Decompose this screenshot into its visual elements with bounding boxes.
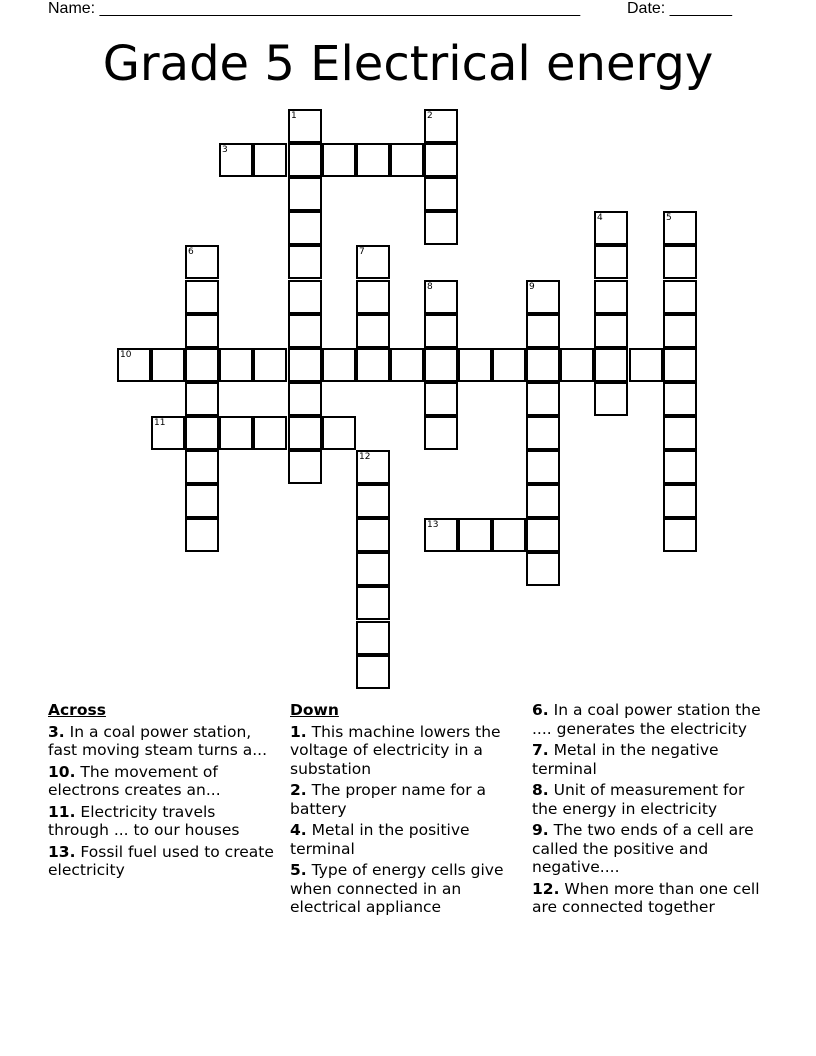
grid-cell[interactable]: [322, 143, 356, 177]
grid-cell[interactable]: [288, 280, 322, 314]
clue-number-label: 12: [359, 452, 371, 462]
grid-cell[interactable]: [185, 280, 219, 314]
clues-column-2: [290, 701, 528, 920]
name-field-label: Name: ______________________________________________________: [48, 0, 581, 17]
grid-cell[interactable]: [526, 552, 560, 586]
clue-number: 4.: [290, 821, 307, 839]
grid-cell[interactable]: [663, 348, 697, 382]
grid-cell[interactable]: [219, 348, 253, 382]
clue-down-12: [532, 880, 772, 917]
clue-text: In a coal power station, fast moving steam turns a...: [48, 722, 268, 759]
clue-across-3: [48, 723, 280, 760]
grid-cell[interactable]: [663, 211, 697, 245]
grid-cell[interactable]: [185, 518, 219, 552]
grid-cell[interactable]: [594, 245, 628, 279]
clue-number-label: 2: [427, 111, 433, 121]
grid-cell[interactable]: [288, 211, 322, 245]
down-heading: Down: [290, 701, 339, 719]
clue-text: The proper name for a battery: [290, 781, 487, 818]
clues-column-3: [532, 701, 772, 920]
grid-cell[interactable]: [663, 518, 697, 552]
clue-text: Type of energy cells give when connected in an electrical appliance: [290, 861, 504, 916]
clue-text: Electricity travels through ... to our houses: [48, 802, 240, 839]
grid-cell[interactable]: [492, 348, 526, 382]
grid-cell[interactable]: [185, 245, 219, 279]
grid-cell[interactable]: [356, 621, 390, 655]
grid-cell[interactable]: [356, 552, 390, 586]
grid-cell[interactable]: [356, 143, 390, 177]
clue-text: Metal in the negative terminal: [532, 741, 719, 778]
page-title: Grade 5 Electrical energy: [102, 36, 714, 92]
clue-text: The two ends of a cell are called the positive and negative....: [532, 821, 754, 876]
grid-cell[interactable]: [424, 211, 458, 245]
clue-number-label: 3: [222, 145, 228, 155]
grid-cell[interactable]: [288, 109, 322, 143]
grid-cell[interactable]: [458, 348, 492, 382]
clue-across-11: [48, 803, 280, 840]
grid-cell[interactable]: [288, 382, 322, 416]
clue-number-label: 1: [291, 111, 297, 121]
grid-cell[interactable]: [526, 382, 560, 416]
grid-cell[interactable]: [663, 314, 697, 348]
clue-number-label: 8: [427, 282, 433, 292]
grid-cell[interactable]: [185, 450, 219, 484]
clue-number: 11.: [48, 802, 76, 821]
clue-number: 2.: [290, 781, 307, 799]
clue-text: When more than one cell are connected together: [532, 879, 760, 916]
grid-cell[interactable]: [288, 450, 322, 484]
grid-cell[interactable]: [288, 177, 322, 211]
clue-number: 7.: [532, 741, 549, 759]
grid-cell[interactable]: [356, 450, 390, 484]
grid-cell[interactable]: [288, 245, 322, 279]
clue-number-label: 6: [188, 247, 194, 257]
grid-cell[interactable]: [492, 518, 526, 552]
clue-text: Fossil fuel used to create electricity: [48, 842, 274, 879]
grid-cell[interactable]: [288, 416, 322, 450]
grid-cell[interactable]: [356, 348, 390, 382]
clue-number-label: 5: [666, 213, 672, 223]
clue-across-13: [48, 843, 280, 880]
grid-cell[interactable]: [253, 348, 287, 382]
grid-cell[interactable]: [185, 484, 219, 518]
clue-down-4: [290, 821, 528, 858]
clue-text: In a coal power station the .... generates the electricity: [532, 701, 761, 738]
clue-number: 10.: [48, 762, 76, 781]
clue-number: 12.: [532, 879, 560, 898]
grid-cell[interactable]: [424, 314, 458, 348]
clue-down-6: [532, 701, 772, 738]
grid-cell[interactable]: [288, 143, 322, 177]
grid-cell[interactable]: [594, 211, 628, 245]
grid-cell[interactable]: [526, 484, 560, 518]
grid-cell[interactable]: [526, 348, 560, 382]
grid-cell[interactable]: [424, 518, 458, 552]
grid-cell[interactable]: [526, 518, 560, 552]
clue-number-label: 10: [120, 350, 132, 360]
grid-cell[interactable]: [594, 314, 628, 348]
clue-number: 8.: [532, 781, 549, 799]
grid-cell[interactable]: [458, 518, 492, 552]
grid-cell[interactable]: [390, 143, 424, 177]
grid-cell[interactable]: [424, 177, 458, 211]
clue-down-7: [532, 741, 772, 778]
grid-cell[interactable]: [663, 416, 697, 450]
grid-cell[interactable]: [151, 416, 185, 450]
clue-number: 1.: [290, 722, 307, 741]
grid-cell[interactable]: [117, 348, 151, 382]
grid-cell[interactable]: [356, 655, 390, 689]
grid-cell[interactable]: [356, 484, 390, 518]
grid-cell[interactable]: [424, 143, 458, 177]
grid-cell[interactable]: [663, 280, 697, 314]
grid-cell[interactable]: [424, 382, 458, 416]
grid-cell[interactable]: [526, 450, 560, 484]
clue-number: 5.: [290, 861, 307, 879]
clue-number: 13.: [48, 842, 76, 861]
clue-text: Unit of measurement for the energy in electricity: [532, 781, 745, 818]
date-field-label: Date: _______: [627, 0, 732, 17]
grid-cell[interactable]: [219, 143, 253, 177]
grid-cell[interactable]: [594, 280, 628, 314]
clue-number-label: 7: [359, 247, 365, 257]
clue-down-1: [290, 723, 528, 779]
clue-text: The movement of electrons creates an...: [48, 762, 221, 799]
clue-down-5: [290, 861, 528, 917]
grid-cell[interactable]: [390, 348, 424, 382]
grid-cell[interactable]: [185, 382, 219, 416]
clue-number: 9.: [532, 821, 549, 839]
clue-number: 6.: [532, 701, 549, 719]
grid-cell[interactable]: [185, 416, 219, 450]
clue-number: 3.: [48, 722, 65, 741]
clue-number-label: 9: [529, 282, 535, 292]
grid-cell[interactable]: [663, 245, 697, 279]
grid-cell[interactable]: [594, 348, 628, 382]
grid-cell[interactable]: [663, 382, 697, 416]
clue-across-10: [48, 763, 280, 800]
clue-text: Metal in the positive terminal: [290, 821, 470, 858]
clues-column-1: [48, 701, 280, 883]
grid-cell[interactable]: [424, 109, 458, 143]
grid-cell[interactable]: [560, 348, 594, 382]
grid-cell[interactable]: [151, 348, 185, 382]
grid-cell[interactable]: [629, 348, 663, 382]
grid-cell[interactable]: [594, 382, 628, 416]
grid-cell[interactable]: [356, 586, 390, 620]
clue-number-label: 4: [597, 213, 603, 223]
grid-cell[interactable]: [526, 314, 560, 348]
grid-cell[interactable]: [219, 416, 253, 450]
grid-cell[interactable]: [322, 348, 356, 382]
clue-text: This machine lowers the voltage of electricity in a substation: [290, 722, 501, 778]
clue-number-label: 11: [154, 418, 166, 428]
grid-cell[interactable]: [185, 314, 219, 348]
grid-cell[interactable]: [322, 416, 356, 450]
grid-cell[interactable]: [288, 314, 322, 348]
clue-down-9: [532, 821, 772, 877]
grid-cell[interactable]: [526, 416, 560, 450]
grid-cell[interactable]: [185, 348, 219, 382]
grid-cell[interactable]: [424, 416, 458, 450]
grid-cell[interactable]: [356, 245, 390, 279]
grid-cell[interactable]: [253, 143, 287, 177]
grid-cell[interactable]: [253, 416, 287, 450]
grid-cell[interactable]: [356, 518, 390, 552]
grid-cell[interactable]: [663, 450, 697, 484]
grid-cell[interactable]: [288, 348, 322, 382]
grid-cell[interactable]: [526, 280, 560, 314]
grid-cell[interactable]: [424, 280, 458, 314]
clue-down-2: [290, 781, 528, 818]
clue-number-label: 13: [427, 520, 439, 530]
grid-cell[interactable]: [356, 314, 390, 348]
across-heading: Across: [48, 701, 106, 719]
grid-cell[interactable]: [424, 348, 458, 382]
clue-down-8: [532, 781, 772, 818]
grid-cell[interactable]: [663, 484, 697, 518]
grid-cell[interactable]: [356, 280, 390, 314]
